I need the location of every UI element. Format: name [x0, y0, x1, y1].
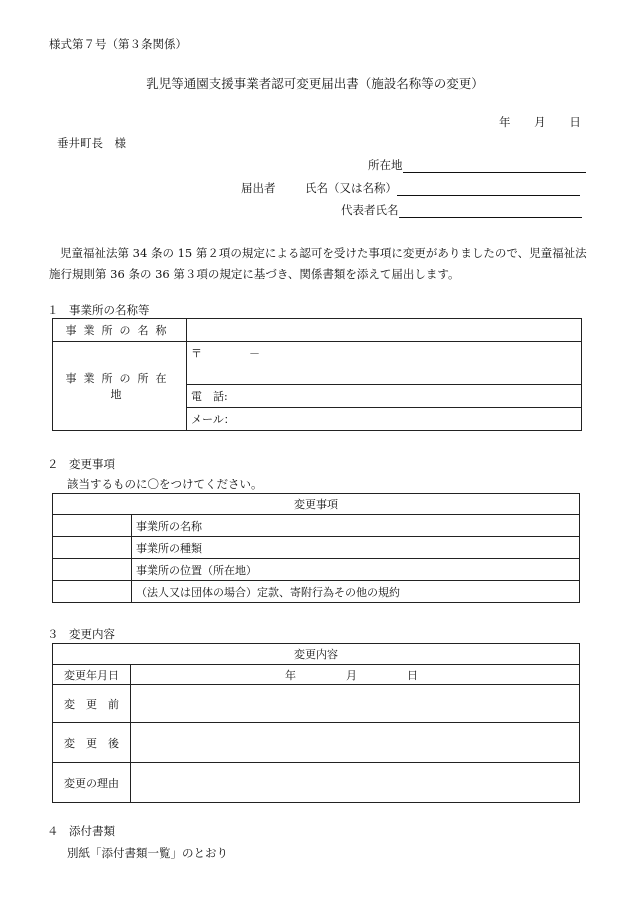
circle-mark-cell[interactable] [53, 581, 132, 603]
section1-table [52, 318, 582, 431]
section3-heading: ３ 変更内容 [47, 627, 115, 641]
change-item: 事業所の名称 [132, 515, 580, 537]
email-input[interactable] [187, 408, 582, 431]
representative-label: 代表者氏名 [341, 203, 399, 217]
change-date-label: 変更年月日 [53, 665, 131, 685]
circle-mark-cell[interactable] [53, 559, 132, 581]
body-paragraph: 児童福祉法第 34 条の 15 第２項の規定による認可を受けた事項に変更がありましたので、児童福祉法施行規則第 36 条の 36 第３項の規定に基づき、関係書類を添えて届出します。 [49, 246, 587, 281]
phone-input[interactable] [187, 385, 582, 408]
before-label: 変 更 前 [53, 685, 131, 723]
section1-heading: １ 事業所の名称等 [47, 303, 150, 317]
postal-mark: 〒 [191, 347, 202, 360]
circle-mark-cell[interactable] [53, 537, 132, 559]
name-input-line[interactable] [397, 182, 580, 196]
address-field [368, 157, 586, 173]
representative-field [341, 202, 582, 218]
date-day: 日 [569, 115, 581, 129]
document-title: 乳児等通園支援事業者認可変更届出書（施設名称等の変更） [146, 76, 484, 91]
change-date-month: 月 [346, 668, 357, 682]
after-label: 変 更 後 [53, 723, 131, 763]
section3-table [52, 643, 580, 803]
section4-heading: ４ 添付書類 [47, 824, 115, 838]
address-input-line[interactable] [403, 159, 586, 173]
attachment-note: 別紙「添付書類一覧」のとおり [67, 846, 228, 860]
change-date-year: 年 [285, 668, 296, 682]
circle-mark-cell[interactable] [53, 515, 132, 537]
name-label: 氏名（又は名称） [305, 181, 397, 195]
applicant-prefix: 届出者 [241, 181, 276, 195]
reason-label: 変更の理由 [53, 763, 131, 803]
date-month: 月 [534, 115, 546, 129]
change-item: 事業所の種類 [132, 537, 580, 559]
facility-location-label: 事業所の所在地 [53, 342, 187, 431]
section2-table-header: 変更事項 [53, 494, 580, 515]
email-label: メール： [191, 413, 235, 426]
phone-label: 電 話: [191, 390, 228, 403]
before-input[interactable] [131, 685, 580, 723]
change-date-day: 日 [407, 668, 418, 682]
address-label: 所在地 [368, 158, 403, 172]
addressee: 垂井町長 様 [57, 136, 126, 150]
facility-name-label: 事業所の名称 [53, 319, 187, 342]
section2-instruction: 該当するものに〇をつけてください。 [67, 477, 263, 491]
date-year: 年 [499, 115, 511, 129]
change-item: 事業所の位置（所在地） [132, 559, 580, 581]
representative-input-line[interactable] [399, 204, 582, 218]
change-item: （法人又は団体の場合）定款、寄附行為その他の規約 [132, 581, 580, 603]
change-date-input[interactable] [131, 665, 580, 685]
facility-name-input[interactable] [187, 319, 582, 342]
postal-code-input[interactable] [187, 342, 582, 385]
section2-heading: ２ 変更事項 [47, 457, 115, 471]
section3-table-header: 変更内容 [53, 644, 580, 665]
name-field [305, 180, 580, 196]
after-input[interactable] [131, 723, 580, 763]
reason-input[interactable] [131, 763, 580, 803]
postal-dash: － [249, 347, 260, 360]
section2-table [52, 493, 580, 603]
form-number: 様式第７号（第３条関係） [49, 37, 187, 51]
date-line [499, 114, 581, 130]
